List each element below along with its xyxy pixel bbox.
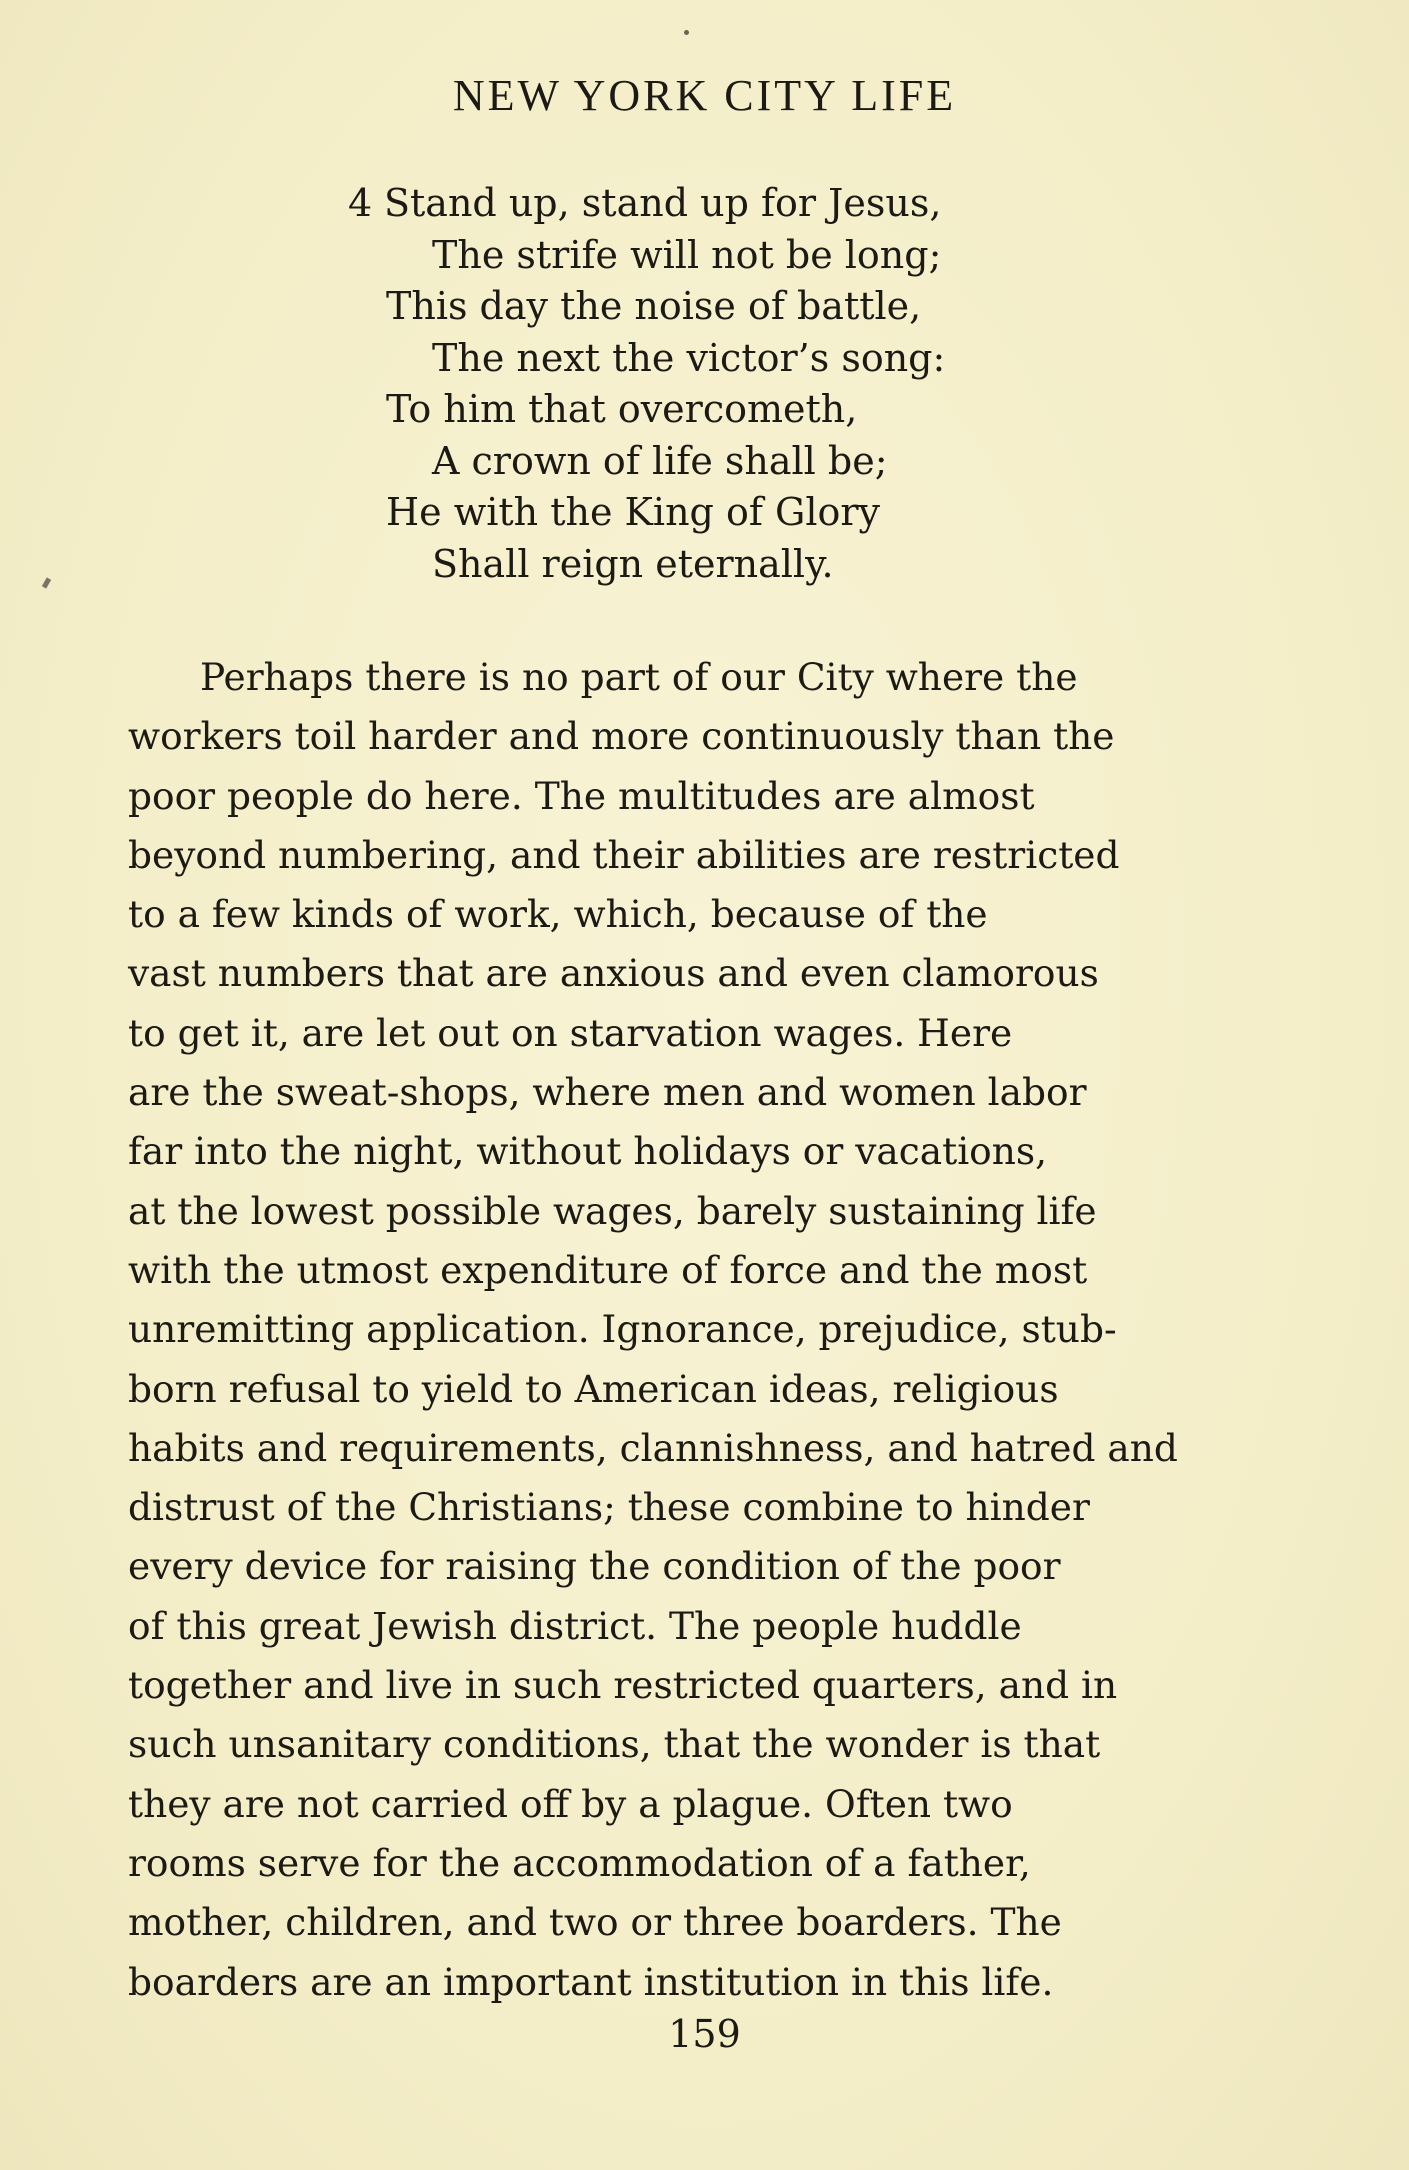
paragraph-line: workers toil harder and more continuously than the [128, 714, 1115, 759]
poem-line: A crown of life shall be; [432, 438, 888, 483]
stanza-number: 4 [348, 181, 373, 225]
margin-mark [42, 577, 51, 588]
paragraph-line: born refusal to yield to American ideas, religious [128, 1366, 1059, 1411]
paragraph-line: every device for raising the condition of the poor [128, 1544, 1061, 1589]
paragraph-line: they are not carried off by a plague. Often two [128, 1781, 1013, 1826]
paragraph-line: beyond numbering, and their abilities are restricted [128, 832, 1120, 877]
paragraph-line: with the utmost expenditure of force and the most [128, 1247, 1088, 1292]
paragraph-line: mother, children, and two or three boarders. The [128, 1900, 1062, 1945]
poem-line: Shall reign eternally. [432, 541, 834, 586]
paragraph-line: poor people do here. The multitudes are almost [128, 773, 1035, 818]
poem-line: He with the King of Glory [386, 490, 880, 534]
paragraph-line: boarders are an important institution in this life. [128, 1959, 1054, 2004]
paragraph-line: are the sweat-shops, where men and women labor [128, 1070, 1087, 1115]
paragraph-line: together and live in such restricted quarters, and in [128, 1663, 1118, 1708]
paragraph-line: Perhaps there is no part of our City where the [200, 655, 1078, 699]
paragraph-line: such unsanitary conditions, that the wonder is that [128, 1722, 1101, 1767]
poem-line [348, 178, 941, 230]
paragraph-line: vast numbers that are anxious and even clamorous [128, 951, 1099, 996]
poem-line: The strife will not be long; [432, 232, 942, 277]
poem-line: The next the victor’s song: [432, 335, 946, 380]
page-number: 159 [668, 2012, 741, 2056]
paragraph-line: unremitting application. Ignorance, prejudice, stub- [128, 1307, 1117, 1352]
paragraph-line: distrust of the Christians; these combine to hinder [128, 1485, 1090, 1530]
running-header: NEW YORK CITY LIFE [452, 71, 957, 120]
poem-line: To him that overcometh, [386, 387, 858, 431]
paragraph-line: of this great Jewish district. The people huddle [128, 1603, 1022, 1648]
paragraph-line: to get it, are let out on starvation wages. Here [128, 1010, 1013, 1055]
paragraph-line: rooms serve for the accommodation of a father, [128, 1840, 1031, 1885]
paragraph-line: to a few kinds of work, which, because of the [128, 892, 988, 937]
paragraph-line: habits and requirements, clannishness, and hatred and [128, 1425, 1178, 1470]
paragraph-line: at the lowest possible wages, barely sustaining life [128, 1188, 1097, 1233]
poem-line-text: Stand up, stand up for Jesus, [384, 181, 942, 225]
body-paragraph [128, 648, 1235, 2012]
paragraph-line: far into the night, without holidays or vacations, [128, 1129, 1048, 1174]
poem-line: This day the noise of battle, [386, 284, 922, 328]
ink-speck [684, 30, 689, 35]
